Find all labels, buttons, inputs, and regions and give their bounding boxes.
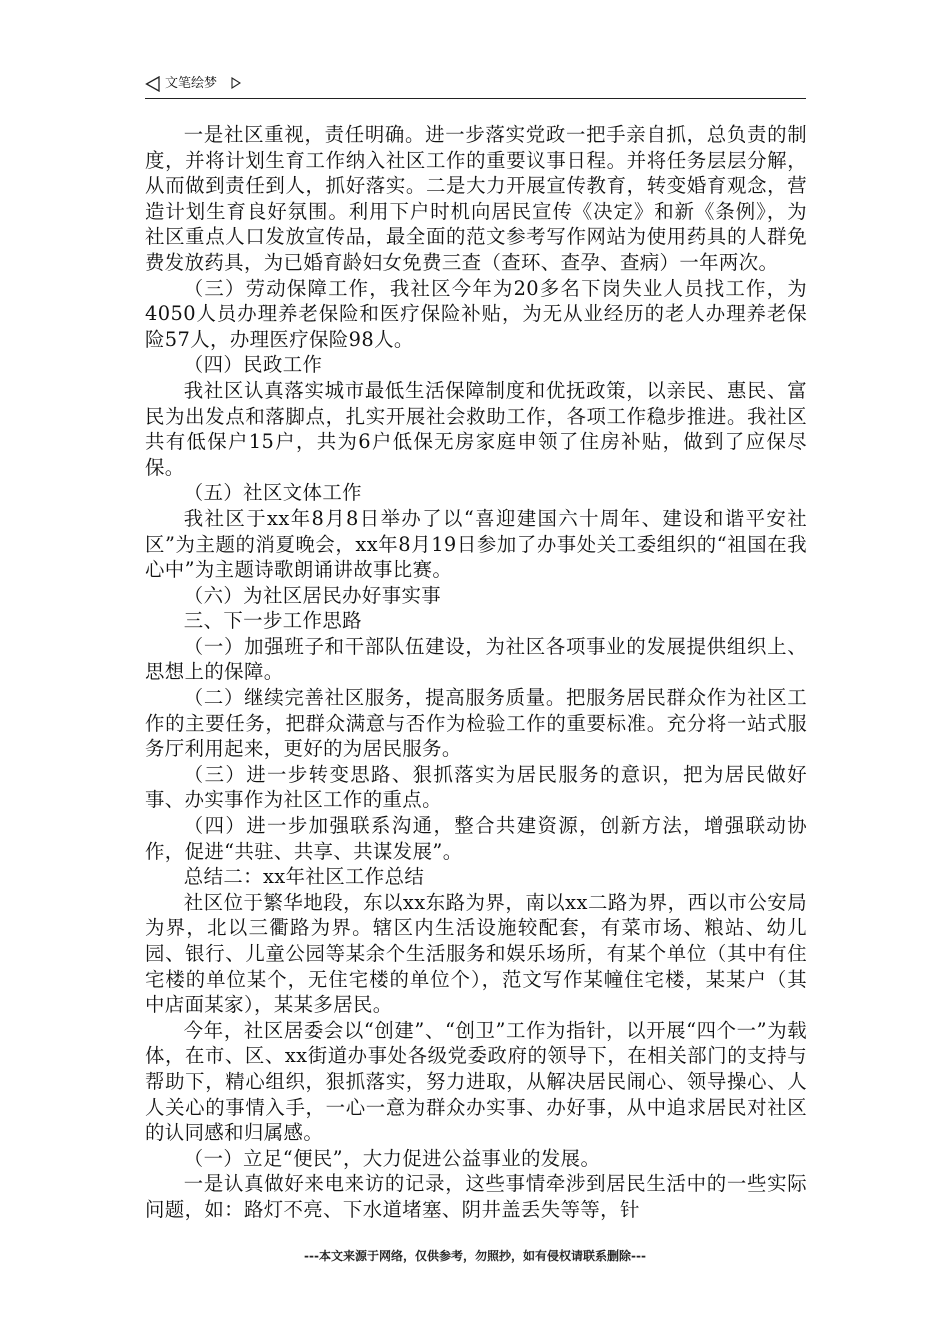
- paragraph: 社区位于繁华地段，东以xx东路为界，南以xx二路为界，西以市公安局为界，北以三衢路为界。辖区内生活设施较配套，有菜市场、粮站、幼儿园、银行、儿童公园等某余个生活服务和娱乐场所，有某个单位（其中有住宅楼的单位某个，无住宅楼的单位个），范文写作某幢住宅楼，某某户（其中店面某家），某某多居民。: [145, 890, 807, 1017]
- section-heading: （一）立足“便民”，大力促进公益事业的发展。: [183, 1146, 601, 1170]
- paragraph: 一是认真做好来电来访的记录，这些事情牵涉到居民生活中的一些实际问题，如：路灯不亮、下水道堵塞、阴井盖丢失等等，针: [145, 1172, 807, 1221]
- header-title: 文笔绘梦: [165, 76, 218, 91]
- page-header: [145, 74, 806, 99]
- section-heading: （四）民政工作: [183, 353, 323, 377]
- section-heading: （五）社区文体工作: [183, 481, 362, 505]
- page-footer-note: ---本文来源于网络，仅供参考，勿照抄，如有侵权请联系删除---: [304, 1249, 646, 1263]
- paragraph: 我社区于xx年8月8日举办了以“喜迎建国六十周年、建设和谐平安社区”为主题的消夏晚会，xx年8月19日参加了办事处关工委组织的“祖国在我心中”为主题诗歌朗诵讲故事比赛。: [145, 506, 807, 582]
- paragraph: （三）进一步转变思路、狠抓落实为居民服务的意识，把为居民做好事、办实事作为社区工作的重点。: [145, 762, 807, 812]
- paragraph: 一是社区重视，责任明确。进一步落实党政一把手亲自抓，总负责的制度，并将计划生育工作纳入社区工作的重要议事日程。并将任务层层分解，从而做到责任到人，抓好落实。二是大力开展宣传教育，转变婚育观念，营造计划生育良好氛围。利用下户时机向居民宣传《决定》和新《条例》，为社区重点人口发放宣传品，最全面的范文参考写作网站为使用药具的人群免费发放药具，为已婚育龄妇女免费三查（查环、查孕、查病）一年两次。: [145, 123, 807, 274]
- triangle-left-icon: [145, 76, 161, 92]
- paragraph: （三）劳动保障工作，我社区今年为20多名下岗失业人员找工作，为4050人员办理养老保险和医疗保险补贴，为无从业经历的老人办理养老保险57人，办理医疗保险98人。: [145, 276, 807, 351]
- paragraph: 今年，社区居委会以“创建”、“创卫”工作为指针，以开展“四个一”为载体，在市、区、xx街道办事处各级党委政府的领导下，在相关部门的支持与帮助下，精心组织，狠抓落实，努力进取，从解决居民闹心、领导操心、人人关心的事情入手，一心一意为群众办实事、办好事，从中追求居民对社区的认同感和归属感。: [145, 1018, 807, 1145]
- paragraph: （四）进一步加强联系沟通，整合共建资源，创新方法，增强联动协作，促进“共驻、共享、共谋发展”。: [145, 814, 807, 863]
- paragraph: 我社区认真落实城市最低生活保障制度和优抚政策，以亲民、惠民、富民为出发点和落脚点，扎实开展社会救助工作，各项工作稳步推进。我社区共有低保户15户，共为6户低保无房家庭申领了住房补贴，做到了应保尽保。: [145, 378, 807, 479]
- section-heading: （六）为社区居民办好事实事: [183, 583, 442, 607]
- document-body: [145, 122, 807, 1223]
- section-heading: 三、下一步工作思路: [183, 609, 362, 633]
- paragraph: （二）继续完善社区服务，提高服务质量。把服务居民群众作为社区工作的主要任务，把群众满意与否作为检验工作的重要标准。充分将一站式服务厅利用起来，更好的为居民服务。: [145, 686, 807, 761]
- section-heading: 总结二：xx年社区工作总结: [183, 865, 425, 889]
- paragraph: （一）加强班子和干部队伍建设，为社区各项事业的发展提供组织上、思想上的保障。: [145, 634, 807, 684]
- triangle-right-icon: [231, 77, 241, 89]
